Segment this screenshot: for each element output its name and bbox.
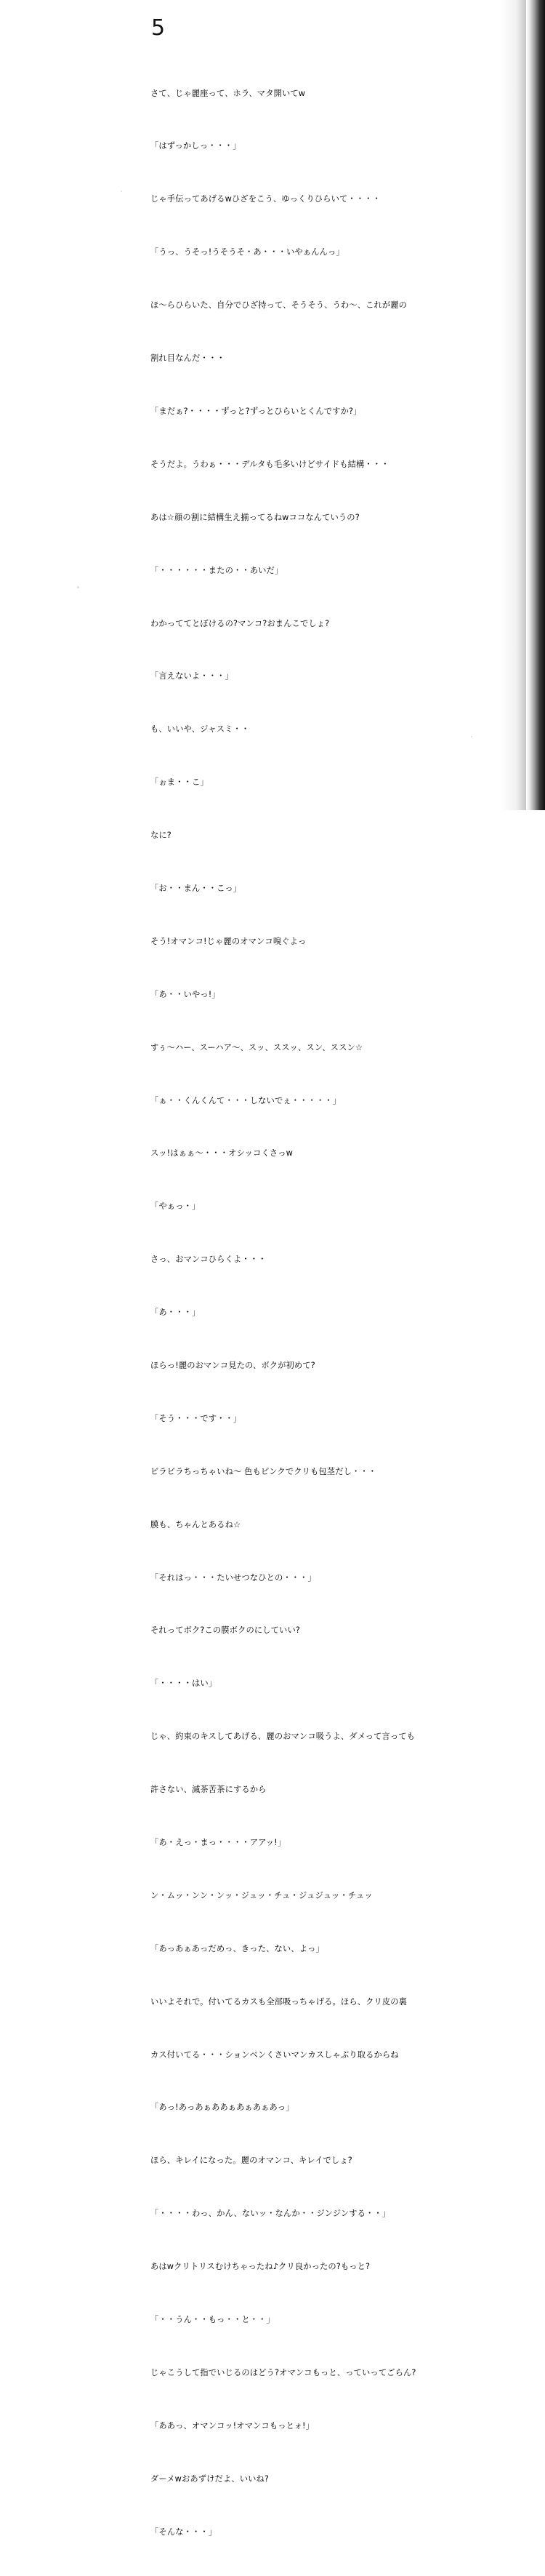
text-line: 「ぉま・・こ」 — [150, 777, 209, 788]
text-line: 「言えないよ・・・」 — [150, 671, 233, 681]
scan-speckle — [471, 736, 472, 737]
text-line: カス付いてる・・・ションベンくさいマンカスしゃぶり取るからね — [150, 2049, 399, 2060]
page-content — [150, 17, 463, 2576]
text-line: 「・・・・はい」 — [150, 1679, 217, 1689]
text-line: 「まだぁ?・・・・ずっと?ずっとひらいとくんですか?」 — [150, 406, 362, 416]
text-line: 「やぁっ・」 — [150, 1201, 201, 1212]
text-line: 「あっ!あっあぁああぁあぁあぁあっ」 — [150, 2103, 294, 2113]
text-line: 「・・・・わっ、かん、ないッ・なんか・・ジンジンする・・」 — [150, 2209, 391, 2219]
text-line: 膜も、ちゃんとあるね☆ — [150, 1519, 241, 1529]
page-gutter-gradient — [501, 0, 526, 810]
text-line: そう!オマンコ!じゃ麗のオマンコ嗅ぐよっ — [150, 936, 307, 946]
text-line: ビラビラちっちゃいね～ 色もピンクでクリも包茎だし・・・ — [150, 1466, 377, 1476]
text-line: 「それはっ・・・たいせつなひとの・・・」 — [150, 1572, 316, 1583]
text-line: 「・・・・・・またの・・あいだ」 — [150, 565, 283, 575]
text-line: ほら、キレイになった。麗のオマンコ、キレイでしょ? — [150, 2156, 352, 2166]
text-line: も、いいや、ジャスミ・・ — [150, 724, 250, 735]
text-line: ほ～らひらいた、自分でひざ持って、そうそう、うわ～、これが麗の — [150, 300, 408, 311]
text-line: 「そんな・・・」 — [150, 2527, 217, 2537]
text-line: 「うっ、うそっ!うそうそ・あ・・・いやぁんんっ」 — [150, 247, 344, 257]
text-line: 「そう・・・です・・」 — [150, 1413, 242, 1423]
text-line: 「はずっかしっ・・・」 — [150, 141, 241, 151]
text-line: じゃ、約束のキスしてあげる、麗のおマンコ吸うよ、ダメって言っても — [150, 1732, 416, 1742]
text-line: じゃ手伝ってあげるwひざをこう、ゆっくりひらいて・・・・ — [150, 194, 381, 204]
text-line: さて、じゃ麗座って、ホラ、マタ開いてw — [150, 88, 306, 98]
page-number: 5 — [151, 15, 166, 41]
text-line: さっ、おマンコひらくよ・・・ — [150, 1255, 267, 1265]
text-line: いいよそれで。付いてるカスも全部吸っちゃげる。ほら、クリ皮の裏 — [150, 1996, 408, 2007]
text-line: ダーメwおあずけだよ、いいね? — [150, 2473, 270, 2484]
text-line: それってボク?この膜ボクのにしていい? — [150, 1625, 300, 1636]
text-line: ン・ムッ・ンン・ンッ・ジュッ・チュ・ジュジュッ・チュッ — [150, 1890, 373, 1900]
text-line: 「あ・えっ・まっ・・・・アアッ!」 — [150, 1837, 286, 1847]
text-line: ほらっ!麗のおマンコ見たの、ボクが初めて? — [150, 1360, 315, 1370]
text-line: あは☆顔の割に結構生え揃ってるねwココなんていうの? — [150, 512, 360, 522]
text-line: 「ぁ・・くんくんて・・・しないでぇ・・・・・」 — [150, 1095, 342, 1105]
text-line: 「ああっ、オマンコッ!オマンコもっとォ!」 — [150, 2420, 315, 2431]
text-line: 「あ・・・」 — [150, 1308, 201, 1318]
text-line: スッ!はぁぁ～・・・オシッコくさっw — [150, 1148, 293, 1159]
scan-speckle — [77, 586, 79, 588]
page-edge-shadow — [526, 0, 545, 810]
text-line: 許さない、滅茶苦茶にするから — [150, 1785, 267, 1795]
text-line: すぅ～ハー、スーハア～、スッ、ススッ、スン、ススン☆ — [150, 1042, 363, 1052]
text-line: 「あっあぁあっだめっ、きった、ない、よっ」 — [150, 1943, 324, 1953]
text-line: 「・・うん・・もっ・・と・・」 — [150, 2315, 275, 2324]
text-line: あはwクリトリスむけちゃったね♪クリ良かったの?もっと? — [150, 2262, 371, 2272]
body-text — [150, 49, 463, 2576]
text-line: なに? — [150, 831, 171, 841]
text-line: そうだよ。うわぁ・・・デルタも毛多いけどサイドも結構・・・ — [150, 459, 389, 469]
text-line: わかっててとぼけるの?マンコ?おまんこでしょ? — [150, 618, 330, 628]
text-line: 割れ目なんだ・・・ — [150, 353, 225, 364]
text-line: 「お・・まん・・こっ」 — [150, 883, 242, 893]
text-line: 「あ・・いやっ!」 — [150, 989, 220, 999]
text-line: じゃこうして指でいじるのはどう?オマンコもっと、っていってごらん? — [150, 2367, 416, 2377]
scan-speckle — [121, 191, 122, 192]
